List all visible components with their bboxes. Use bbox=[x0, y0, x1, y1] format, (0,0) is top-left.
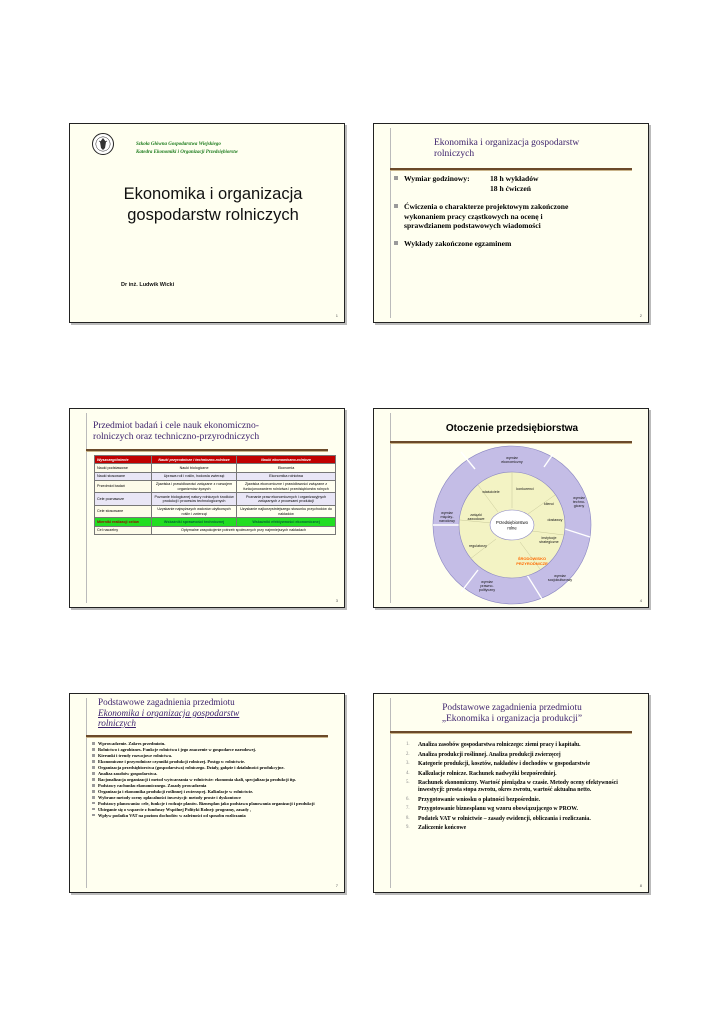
outer-label: ekonomiczny bbox=[501, 460, 523, 464]
topic-list bbox=[92, 741, 338, 819]
table-cell: Cele poznawcze bbox=[95, 493, 152, 506]
list-item: Rolnictwo i agrobiznes. Funkcje rolnictwa i jego znaczenie w gospodarce narodowej. bbox=[92, 747, 338, 752]
inner-label: instytucje bbox=[541, 536, 557, 540]
list-item bbox=[406, 761, 642, 768]
author-name: Dr inż. Ludwik Wicki bbox=[121, 282, 175, 288]
table-cell: Przedmiot badań bbox=[95, 480, 152, 493]
list-item: Analiza zasobów gospodarstwa. bbox=[92, 771, 338, 776]
page-number: 8 bbox=[639, 883, 642, 888]
table-cell: Wskaźniki efektywności ekonomicznej bbox=[237, 518, 336, 526]
inner-label: dostawcy bbox=[547, 518, 563, 522]
list-item bbox=[406, 816, 642, 823]
list-item: Kierunki i trendy rozwojowe rolnictwa. bbox=[92, 753, 338, 758]
center-label: Przedsiębiorstwo bbox=[496, 520, 528, 525]
table-row bbox=[95, 480, 336, 493]
table-cell: Ekonomia bbox=[237, 464, 336, 472]
outer-label: techno- bbox=[572, 500, 586, 504]
environment-label: ŚRODOWISKO bbox=[517, 556, 547, 561]
center-label: rolne bbox=[507, 525, 517, 531]
item-text: Przygotowanie biznesplanu wg wzoru obowiązującego w PROW. bbox=[418, 806, 578, 813]
divider bbox=[86, 413, 87, 603]
table-cell: Uzyskanie najwyższych walorów użytkowych roślin i zwierząt bbox=[152, 505, 237, 518]
item-number: 3. bbox=[406, 761, 410, 767]
university-logo-icon bbox=[92, 133, 114, 155]
table-cell: Cel naczelny bbox=[95, 526, 152, 534]
item-text: Rachunek ekonomiczny. Wartość pieniądza w czasie. Metody oceny efektywności inwestycji: prosta stopa zwrotu, okres zwrotu, wartość aktualna netto. bbox=[418, 780, 618, 794]
environment-diagram bbox=[374, 409, 649, 608]
list-item: Wprowadzenie. Zakres przedmiotu. bbox=[92, 741, 338, 746]
slide-6 bbox=[373, 693, 649, 893]
table-row bbox=[95, 464, 336, 472]
table-row bbox=[95, 518, 336, 526]
list-item: Podstawy planowania: cele, funkcje i rodzaje planów. Biznesplan jako podstawa planowania organizacji i produkcji bbox=[92, 801, 338, 806]
list-item: Wymiar godzinowy: 18 h wykładów 18 h ćwiczeń bbox=[394, 174, 644, 194]
slide-title: Przedmiot badań i cele nauk ekonomiczno- rolniczych oraz techniczno-przyrodniczych bbox=[93, 420, 260, 443]
bullet-list bbox=[394, 174, 644, 257]
list-item: Podstawy rachunku ekonomicznego. Zasady prowadzenia bbox=[92, 783, 338, 788]
item-text: Analiza produkcji roślinnej. Analiza produkcji zwierzęcej bbox=[418, 751, 561, 758]
item-text: Analiza zasobów gospodarstwa rolniczego: ziemi pracy i kapitału. bbox=[418, 742, 581, 748]
table-cell: Ekonomika rolnictwa bbox=[237, 472, 336, 480]
outer-label: wymiar bbox=[573, 496, 585, 500]
slide-title: Podstawowe zagadnienia przedmiotu Ekonomika i organizacja gospodarstw rolniczych bbox=[98, 697, 240, 729]
outer-label: wymiar bbox=[506, 456, 518, 460]
table-cell: Nauki przyrodnicze i techniczno-rolnicze bbox=[152, 456, 237, 464]
table-row bbox=[95, 493, 336, 506]
slide-title: Ekonomika i organizacja gospodarstw rolniczych bbox=[123, 185, 303, 225]
inner-label: konkurenci bbox=[516, 487, 534, 491]
inner-label: właściciele bbox=[482, 490, 500, 494]
table-cell: Cele stosowane bbox=[95, 505, 152, 518]
table-cell: Nauki stosowane bbox=[95, 472, 152, 480]
page-number: 3 bbox=[335, 598, 338, 603]
slide-1 bbox=[69, 123, 345, 323]
list-item: Wpływ podatku VAT na poziom dochodów w zależności od sposobu rozliczania bbox=[92, 813, 338, 818]
list-item: Organizacja i ekonomika produkcji roślinnej i zwierzęcej. Kalkulacje w rolnictwie. bbox=[92, 789, 338, 794]
list-item bbox=[406, 825, 642, 832]
item-number: 4. bbox=[406, 770, 410, 776]
item-number: 8. bbox=[406, 815, 410, 821]
outer-label: polityczny bbox=[478, 588, 496, 592]
item-number: 9. bbox=[406, 825, 410, 831]
page-number: 7 bbox=[335, 883, 338, 888]
inner-label: klienci bbox=[544, 502, 554, 506]
slide-title: Otoczenie przedsiębiorstwa bbox=[445, 423, 579, 434]
divider bbox=[390, 128, 391, 318]
table-cell: Nauki podstawowe bbox=[95, 464, 152, 472]
item-text: Podatek VAT w rolnictwie – zasady ewidencji, obliczania i rozliczania. bbox=[418, 815, 591, 822]
list-item bbox=[406, 742, 642, 749]
institution-name: Szkoła Główna Gospodarstwa Wiejskiego Katedra Ekonomiki i Organizacji Przedsiębiorstw bbox=[136, 142, 238, 155]
inner-label: strategiczne bbox=[539, 540, 559, 544]
list-item: Racjonalizacja organizacji i metod wytwarzania w rolnictwie: ekonomia skali, specjalizacja produkcji itp. bbox=[92, 777, 338, 782]
page-number: 1 bbox=[335, 313, 338, 318]
divider bbox=[390, 698, 391, 888]
title-rule bbox=[390, 731, 632, 734]
page-number: 2 bbox=[639, 313, 642, 318]
outer-label: wymiar bbox=[481, 580, 493, 584]
outer-label: wymiar bbox=[441, 511, 453, 515]
slide-4 bbox=[373, 408, 649, 608]
environment-label: PRZYRODNICZE bbox=[516, 561, 548, 566]
item-number: 1. bbox=[406, 742, 410, 747]
outer-label: wymiar bbox=[554, 574, 566, 578]
item-text: Przygotowanie wniosku o płatności bezpośrednie. bbox=[418, 796, 541, 803]
title-rule bbox=[86, 735, 328, 738]
table-cell: Wyszczególnienie bbox=[95, 456, 152, 464]
table-cell: Uzyskanie najkorzystniejszego stosunku przychodów do nakładów bbox=[237, 505, 336, 518]
table-cell: Uprawa roli i roślin, hodowla zwierząt bbox=[152, 472, 237, 480]
list-item bbox=[406, 752, 642, 759]
divider bbox=[86, 698, 87, 888]
table-cell: Poznanie biologicznej natury rolniczych środków produkcji i procesów technologicznych bbox=[152, 493, 237, 506]
outer-label: prawno- bbox=[480, 584, 494, 588]
slide-title: Ekonomika i organizacja gospodarstw rolniczych bbox=[434, 138, 580, 159]
item-text: Kalkulacje rolnicze. Rachunek nadwyżki bezpośredniej. bbox=[418, 770, 557, 777]
inner-label: zawodowe bbox=[467, 517, 485, 521]
outer-label: między- bbox=[440, 515, 454, 519]
slide-2 bbox=[373, 123, 649, 323]
outer-label: narodowy bbox=[439, 519, 455, 523]
list-item bbox=[406, 771, 642, 778]
slide-5 bbox=[69, 693, 345, 893]
table-row bbox=[95, 472, 336, 480]
list-item: Ekonomiczne i przyrodnicze czynniki produkcji rolniczej. Postęp w rolnictwie. bbox=[92, 759, 338, 764]
topic-list bbox=[406, 742, 642, 835]
comparison-table bbox=[94, 455, 336, 535]
table-row bbox=[95, 526, 336, 534]
table-cell: Optymalne zaspokojenie potrzeb społecznych przy najmniejszych nakładach bbox=[152, 526, 336, 534]
page-number: 4 bbox=[639, 598, 642, 603]
slide-title: Podstawowe zagadnienia przedmiotu „Ekonomika i organizacja produkcji” bbox=[441, 703, 583, 724]
list-item: Organizacja przedsiębiorstwa (gospodarstwa) rolniczego. Działy, gałęzie i działalności produkcyjne. bbox=[92, 765, 338, 770]
table-header-row bbox=[95, 456, 336, 464]
list-item: Wybrane metody oceny opłacalności inwestycji: metody proste i dyskontowe bbox=[92, 795, 338, 800]
list-item: Ubieganie się o wsparcie z funduszy Wspólnej Polityki Rolnej: programy, zasady , bbox=[92, 807, 338, 812]
table-cell: Wskaźniki sprawności technicznej bbox=[152, 518, 237, 526]
table-cell: Nauki ekonomiczno-rolnicze bbox=[237, 456, 336, 464]
table-cell: Zjawiska i prawidłowości związane z rozwojem organizmów żywych bbox=[152, 480, 237, 493]
inner-label: regulatorzy bbox=[469, 544, 487, 548]
table-cell: Zjawiska ekonomiczne i prawidłowości związane z funkcjonowaniem rolnictwa i przedsiębiorstw rolnych bbox=[237, 480, 336, 493]
table-cell: Mierniki realizacji celów bbox=[95, 518, 152, 526]
item-number: 7. bbox=[406, 806, 410, 812]
list-item: Ćwiczenia o charakterze projektowym zakończone wykonaniem pracy cząstkowych na ocenę i sprawdzianem podstawowych wiadomości bbox=[394, 202, 644, 232]
table-cell: Nauki biologiczne bbox=[152, 464, 237, 472]
list-item: Wykłady zakończone egzaminem bbox=[394, 239, 644, 249]
title-rule bbox=[390, 168, 632, 171]
list-item bbox=[406, 797, 642, 804]
table-cell: Poznanie praw ekonomicznych i organizacyjnych związanych z procesami produkcji bbox=[237, 493, 336, 506]
outer-label: giczny bbox=[573, 504, 585, 508]
item-text: Zaliczenie końcowe bbox=[418, 825, 467, 832]
table-row bbox=[95, 505, 336, 518]
item-number: 6. bbox=[406, 796, 410, 802]
list-item bbox=[406, 806, 642, 813]
inner-label: związki bbox=[470, 513, 482, 517]
item-number: 2. bbox=[406, 751, 410, 757]
outer-label: socjokulturowy bbox=[547, 578, 573, 582]
slide-3 bbox=[69, 408, 345, 608]
list-item bbox=[406, 780, 642, 794]
item-text: Kategorie produkcji, kosztów, nakładów i dochodów w gospodarstwie bbox=[418, 761, 591, 768]
item-number: 5. bbox=[406, 780, 410, 786]
title-rule bbox=[86, 449, 328, 452]
